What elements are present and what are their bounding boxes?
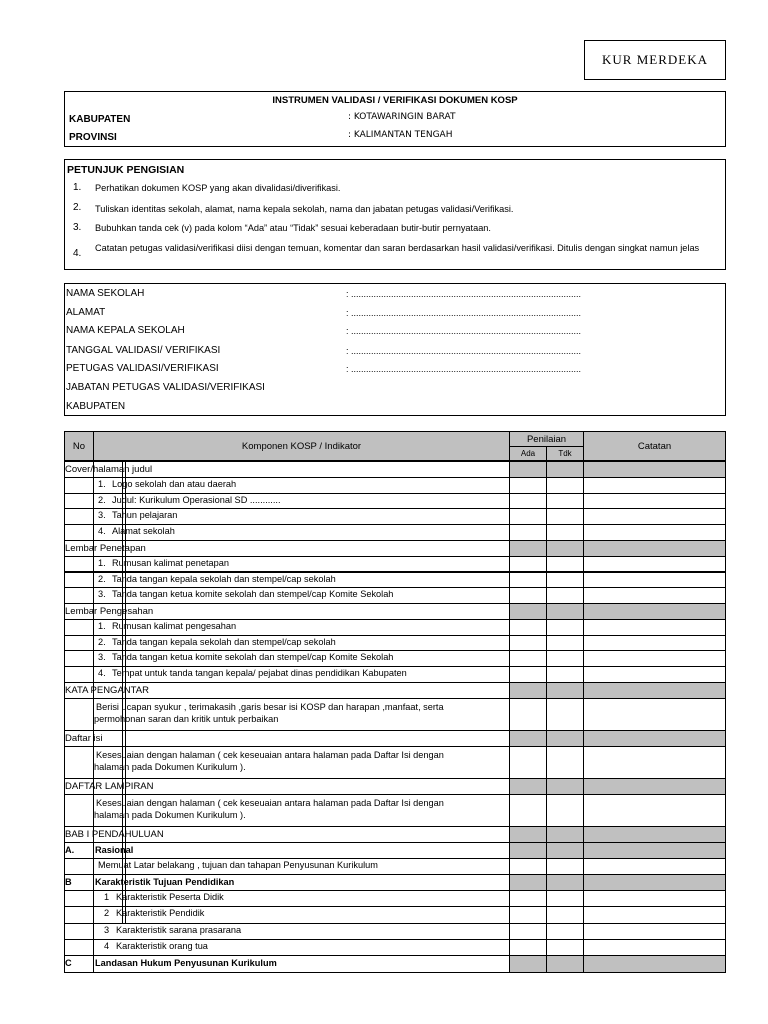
item-text: Karakteristik Pendidik bbox=[116, 908, 205, 919]
sub-number: C bbox=[65, 958, 72, 968]
item-text: Tanda tangan kepala sekolah dan stempel/cap sekolah bbox=[112, 573, 336, 584]
item-text: Memuat Latar belakang , tujuan dan tahapan Penyusunan Kurikulum bbox=[98, 860, 378, 871]
sub-title: Rasional bbox=[95, 844, 134, 855]
section-title: BAB I PENDAHULUAN bbox=[65, 828, 164, 840]
item-number: 2 bbox=[104, 908, 110, 919]
sub-number: A. bbox=[65, 844, 75, 855]
kabupaten-value: : KOTAWARINGIN BARAT bbox=[348, 112, 456, 122]
item-number: 1 bbox=[104, 892, 110, 903]
item-text: Karakteristik orang tua bbox=[116, 940, 208, 951]
petunjuk-text-2: Tuliskan identitas sekolah, alamat, nama kepala sekolah, nama dan jabatan petugas validasi/Verifikasi. bbox=[95, 204, 514, 214]
petunjuk-num-3: 3. bbox=[73, 222, 82, 233]
item-text: Judul: Kurikulum Operasional SD ............ bbox=[112, 494, 281, 505]
section-title: KATA PENGANTAR bbox=[65, 684, 149, 696]
col-catatan-header: Catatan bbox=[583, 431, 726, 461]
document-title: INSTRUMEN VALIDASI / VERIFIKASI DOKUMEN KOSP bbox=[272, 95, 518, 106]
item-text: Karakteristik sarana prasarana bbox=[116, 924, 242, 935]
item-number: 4. bbox=[98, 526, 106, 537]
petunjuk-pengisian-box bbox=[64, 159, 726, 270]
petunjuk-text-4: Catatan petugas validasi/verifikasi diisi dengan temuan, komentar dan saran berdasarkan hasil validasi/verifikasi. Ditulis dengan singkat namun jelas bbox=[95, 243, 700, 253]
kabupaten-label: KABUPATEN bbox=[69, 114, 131, 125]
identitas-label: PETUGAS VALIDASI/VERIFIKASI bbox=[66, 363, 219, 374]
section-title: Lembar Penetapan bbox=[65, 542, 146, 554]
table-outer-border bbox=[64, 431, 726, 973]
col-komponen-header: Komponen KOSP / Indikator bbox=[93, 431, 510, 461]
identitas-label: KABUPATEN bbox=[66, 401, 126, 412]
item-text-line2: halaman pada Dokumen Kurikulum ). bbox=[94, 761, 246, 772]
item-text: Tanda tangan kepala sekolah dan stempel/cap sekolah bbox=[112, 636, 336, 647]
item-text: Karakteristik Peserta Didik bbox=[116, 892, 224, 903]
document-header bbox=[64, 91, 726, 147]
item-text: Tahun pelajaran bbox=[112, 510, 178, 521]
petunjuk-title: PETUNJUK PENGISIAN bbox=[67, 164, 185, 176]
item-number: 1. bbox=[98, 557, 106, 568]
col-no-header: No bbox=[64, 431, 94, 461]
identitas-label: JABATAN PETUGAS VALIDASI/VERIFIKASI bbox=[66, 382, 265, 393]
item-number: 1. bbox=[98, 479, 106, 489]
identitas-box bbox=[64, 283, 726, 416]
item-text: Tempat untuk tanda tangan kepala/ pejabat dinas pendidikan Kabupaten bbox=[112, 668, 407, 678]
item-text-line2: permohonan saran dan kritik untuk perbaikan bbox=[94, 713, 279, 724]
col-penilaian-header: Penilaian bbox=[509, 431, 584, 447]
identitas-value: : ............................................................................................ bbox=[346, 326, 582, 336]
petunjuk-num-1: 1. bbox=[73, 182, 82, 193]
sub-number: B bbox=[65, 876, 72, 887]
item-text: Tanda tangan ketua komite sekolah dan stempel/cap Komite Sekolah bbox=[112, 589, 394, 600]
section-title: DAFTAR LAMPIRAN bbox=[65, 780, 154, 792]
item-number: 2. bbox=[98, 636, 106, 647]
petunjuk-num-2: 2. bbox=[73, 202, 82, 213]
identitas-label: TANGGAL VALIDASI/ VERIFIKASI bbox=[66, 345, 221, 356]
item-number: 2. bbox=[98, 494, 106, 505]
section-title: Cover/halaman judul bbox=[65, 464, 153, 475]
item-number: 3. bbox=[98, 652, 106, 663]
identitas-value: : ............................................................................................ bbox=[346, 346, 582, 356]
identitas-label: NAMA SEKOLAH bbox=[66, 288, 145, 299]
provinsi-value: : KALIMANTAN TENGAH bbox=[348, 130, 453, 140]
item-text: Rumusan kalimat pengesahan bbox=[112, 620, 237, 631]
identitas-value: : ............................................................................................ bbox=[346, 364, 582, 374]
item-number: 3. bbox=[98, 510, 106, 521]
item-number: 1. bbox=[98, 620, 106, 631]
petunjuk-num-4: 4. bbox=[73, 248, 82, 259]
identitas-label: ALAMAT bbox=[66, 307, 106, 318]
petunjuk-text-3: Bubuhkan tanda cek (v) pada kolom “Ada” atau “Tidak” sesuai keberadaan butir-butir pernyataan. bbox=[95, 223, 491, 233]
section-title: Daftar isi bbox=[65, 732, 103, 744]
item-text: Alamat sekolah bbox=[112, 526, 175, 537]
col-ada-header: Ada bbox=[509, 446, 547, 461]
col-tdk-header: Tdk bbox=[546, 446, 584, 461]
kur-merdeka-badge: KUR MERDEKA bbox=[584, 40, 726, 80]
item-text: Rumusan kalimat penetapan bbox=[112, 557, 229, 568]
petunjuk-text-1: Perhatikan dokumen KOSP yang akan divalidasi/diverifikasi. bbox=[95, 183, 341, 193]
provinsi-label: PROVINSI bbox=[69, 132, 117, 143]
sub-title: Karakteristik Tujuan Pendidikan bbox=[95, 876, 235, 887]
sub-title: Landasan Hukum Penyusunan Kurikulum bbox=[95, 958, 277, 968]
item-number: 4. bbox=[98, 668, 106, 678]
item-number: 3 bbox=[104, 924, 110, 935]
identitas-value: : ............................................................................................ bbox=[346, 289, 582, 299]
item-text: Logo sekolah dan atau daerah bbox=[112, 479, 237, 489]
identitas-label: NAMA KEPALA SEKOLAH bbox=[66, 325, 185, 336]
item-number: 4 bbox=[104, 940, 110, 951]
item-text-line1: Kesesuaian dengan halaman ( cek keseuaian antara halaman pada Daftar Isi dengan bbox=[96, 797, 444, 808]
item-text-line1: Berisi ucapan syukur , terimakasih ,garis besar isi KOSP dan harapan ,manfaat, serta bbox=[96, 701, 444, 712]
identitas-value: : ............................................................................................ bbox=[346, 308, 582, 318]
item-text-line2: halaman pada Dokumen Kurikulum ). bbox=[94, 809, 246, 820]
section-title: Lembar Pengesahan bbox=[65, 605, 154, 617]
item-number: 2. bbox=[98, 573, 106, 584]
item-text: Tanda tangan ketua komite sekolah dan stempel/cap Komite Sekolah bbox=[112, 652, 394, 663]
item-number: 3. bbox=[98, 589, 106, 600]
item-text-line1: Kesesuaian dengan halaman ( cek keseuaian antara halaman pada Daftar Isi dengan bbox=[96, 749, 444, 760]
